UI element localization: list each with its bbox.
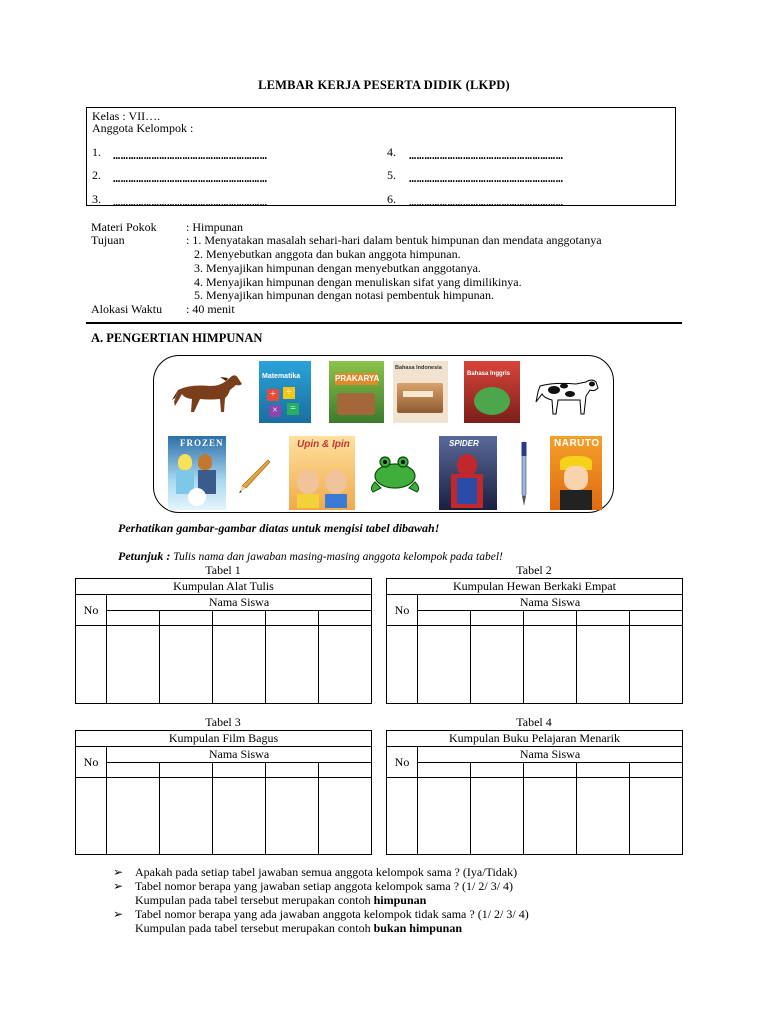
materi-value: : Himpunan: [186, 220, 243, 234]
table-cell[interactable]: [387, 626, 418, 704]
instruction-text: Perhatikan gambar-gambar diatas untuk mengisi tabel dibawah!: [118, 521, 440, 535]
nama-siswa-header: Nama Siswa: [418, 747, 683, 763]
table-cell[interactable]: [418, 778, 471, 855]
table-buku-pelajaran: [386, 730, 683, 855]
member-6-field[interactable]: ……………………………………………………: [409, 195, 564, 209]
frozen-movie-image: FROZEN: [168, 436, 226, 510]
tujuan-item: : 1. Menyatakan masalah sehari-hari dalam bentuk himpunan dan mendata anggotanya: [186, 233, 602, 247]
table-cell[interactable]: [577, 626, 630, 704]
tujuan-item: 5. Menyajikan himpunan dengan notasi pembentuk himpunan.: [194, 288, 494, 302]
table-cell[interactable]: [387, 778, 418, 855]
arrow-bullet-icon: ➢: [113, 907, 124, 921]
nama-siswa-header: Nama Siswa: [107, 595, 372, 611]
table-cell[interactable]: [76, 778, 107, 855]
member-number: 6.: [387, 192, 396, 206]
table-cell[interactable]: [212, 778, 265, 855]
member-3-field[interactable]: ……………………………………………………: [113, 195, 268, 209]
tujuan-item: 2. Menyebutkan anggota dan bukan anggota himpunan.: [194, 247, 461, 261]
table-cell[interactable]: [524, 626, 577, 704]
member-2-field[interactable]: ……………………………………………………: [113, 171, 268, 185]
table-cell[interactable]: [318, 778, 371, 855]
cow-image: [534, 372, 600, 418]
table-heading: Kumpulan Hewan Berkaki Empat: [387, 579, 683, 595]
indonesian-book-image: Bahasa Indonesia: [393, 361, 448, 423]
no-column-header: No: [76, 595, 107, 626]
table-cell[interactable]: [471, 626, 524, 704]
naruto-image: NARUTO: [550, 436, 602, 510]
member-5-field[interactable]: ……………………………………………………: [409, 171, 564, 185]
table-heading: Kumpulan Film Bagus: [76, 731, 372, 747]
table-cell[interactable]: [629, 778, 682, 855]
table-cell[interactable]: [630, 626, 683, 704]
page-title: LEMBAR KERJA PESERTA DIDIK (LKPD): [258, 78, 510, 92]
table-heading: Kumpulan Buku Pelajaran Menarik: [387, 731, 683, 747]
spiderman-image: SPIDER: [439, 436, 497, 510]
member-1-field[interactable]: ……………………………………………………: [113, 148, 268, 162]
horse-image: [170, 372, 246, 418]
question-3: ➢ Tabel nomor berapa yang ada jawaban anggota kelompok tidak sama ? (1/ 2/ 3/ 4): [113, 907, 529, 921]
petunjuk-line: Petunjuk : Tulis nama dan jawaban masing-masing anggota kelompok pada tabel!: [118, 549, 503, 563]
table-cell[interactable]: [318, 626, 371, 704]
table-cell[interactable]: [470, 778, 523, 855]
alokasi-value: : 40 menit: [186, 302, 235, 316]
no-column-header: No: [387, 595, 418, 626]
math-book-image: Matematika + ÷ × =: [259, 361, 311, 423]
arrow-bullet-icon: ➢: [113, 879, 124, 893]
no-column-header: No: [387, 747, 418, 778]
member-number: 1.: [92, 145, 101, 159]
table-heading: Kumpulan Alat Tulis: [76, 579, 372, 595]
table-alat-tulis: [75, 578, 372, 704]
english-book-image: Bahasa Inggris: [464, 361, 520, 423]
table-cell[interactable]: [107, 626, 160, 704]
tujuan-item: 3. Menyajikan himpunan dengan menyebutkan anggotanya.: [194, 261, 481, 275]
member-number: 2.: [92, 168, 101, 182]
upin-ipin-image: Upin & Ipin: [289, 436, 355, 510]
table-cell[interactable]: [159, 778, 212, 855]
no-column-header: No: [76, 747, 107, 778]
table-cell[interactable]: [265, 778, 318, 855]
kelas-label: Kelas : VII….: [92, 109, 161, 123]
divider: [86, 322, 682, 324]
arrow-bullet-icon: ➢: [113, 865, 124, 879]
anggota-kelompok-label: Anggota Kelompok :: [92, 121, 194, 135]
question-2-conclusion: Kumpulan pada tabel tersebut merupakan contoh himpunan: [135, 893, 427, 907]
table-cell[interactable]: [523, 778, 576, 855]
question-2: ➢ Tabel nomor berapa yang jawaban setiap anggota kelompok sama ? (1/ 2/ 3/ 4): [113, 879, 514, 893]
table-film-bagus: [75, 730, 372, 855]
nama-siswa-header: Nama Siswa: [107, 747, 372, 763]
table-caption: Tabel 2: [516, 563, 552, 577]
pen-image: [517, 440, 531, 508]
table-cell[interactable]: [107, 778, 160, 855]
pencil-image: [236, 456, 272, 496]
table-cell[interactable]: [159, 626, 212, 704]
table-cell[interactable]: [418, 626, 471, 704]
member-number: 5.: [387, 168, 396, 182]
table-caption: Tabel 4: [516, 715, 552, 729]
member-4-field[interactable]: ……………………………………………………: [409, 148, 564, 162]
question-1: ➢ Apakah pada setiap tabel jawaban semua anggota kelompok sama ? (Iya/Tidak): [113, 865, 518, 879]
materi-label: Materi Pokok: [91, 220, 157, 234]
frog-image: [367, 452, 423, 494]
table-cell[interactable]: [576, 778, 629, 855]
nama-siswa-header: Nama Siswa: [418, 595, 683, 611]
prakarya-book-image: PRAKARYA: [329, 361, 384, 423]
table-caption: Tabel 1: [205, 563, 241, 577]
tujuan-label: Tujuan: [91, 233, 125, 247]
table-cell[interactable]: [76, 626, 107, 704]
member-number: 4.: [387, 145, 396, 159]
table-cell[interactable]: [265, 626, 318, 704]
identity-box: [86, 107, 676, 209]
table-hewan-berkaki-empat: [386, 578, 683, 704]
tujuan-item: 4. Menyajikan himpunan dengan menuliskan sifat yang dimilikinya.: [194, 275, 522, 289]
question-3-conclusion: Kumpulan pada tabel tersebut merupakan contoh bukan himpunan: [135, 921, 462, 935]
table-cell[interactable]: [212, 626, 265, 704]
member-number: 3.: [92, 192, 101, 206]
table-caption: Tabel 3: [205, 715, 241, 729]
alokasi-label: Alokasi Waktu: [91, 302, 163, 316]
section-heading: A. PENGERTIAN HIMPUNAN: [91, 331, 263, 345]
